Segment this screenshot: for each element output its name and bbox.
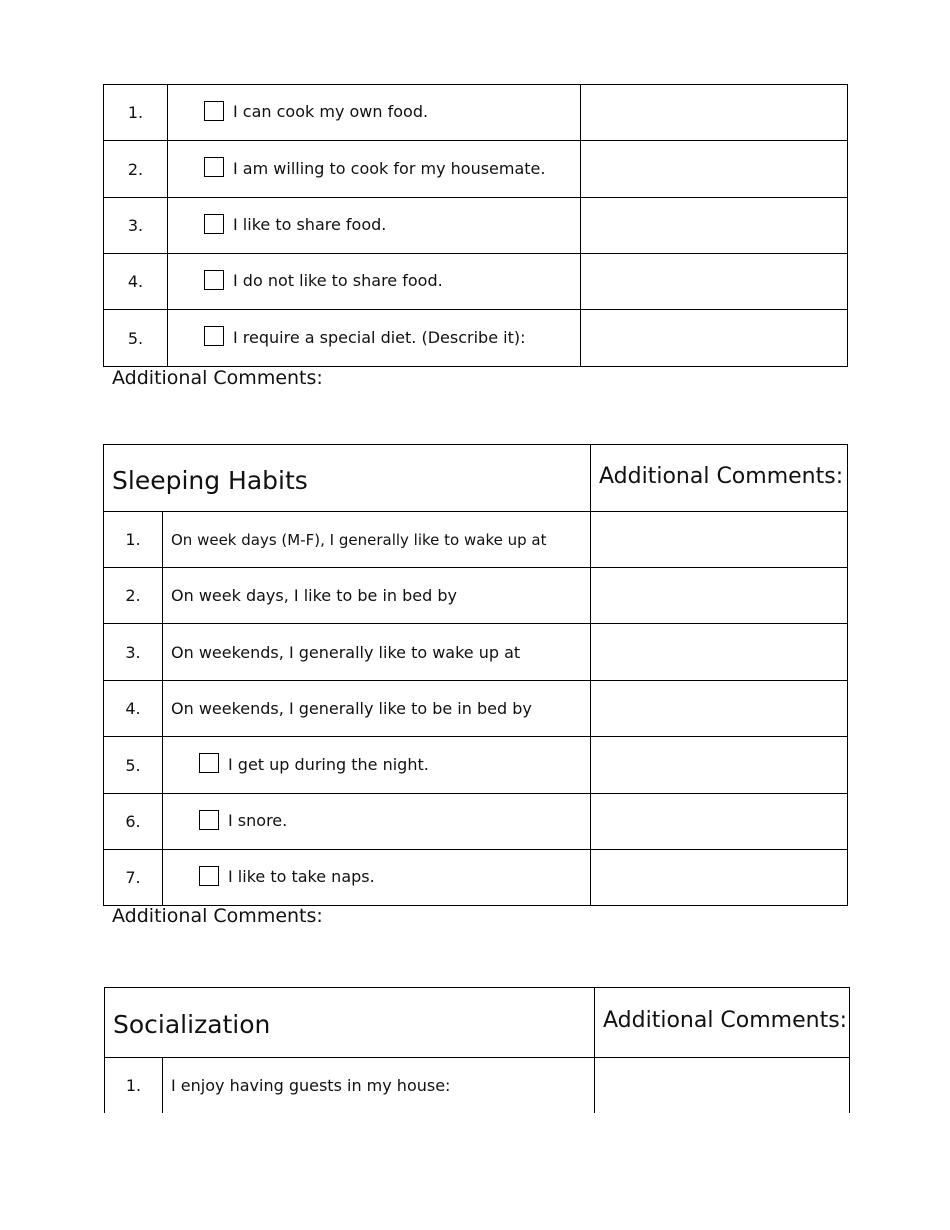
checkbox[interactable] — [204, 326, 224, 346]
checkbox-item[interactable] — [168, 198, 581, 254]
item-number: 5. — [104, 737, 163, 794]
comment-cell[interactable] — [595, 1058, 850, 1113]
table-row — [104, 310, 848, 367]
checkbox-label: I require a special diet. (Describe it): — [233, 327, 526, 347]
comment-cell[interactable] — [591, 568, 848, 624]
table-header-row — [105, 988, 850, 1058]
table-row — [104, 794, 848, 850]
section-title: Socialization — [105, 988, 595, 1058]
checkbox[interactable] — [199, 866, 219, 886]
checkbox-item[interactable] — [168, 254, 581, 310]
item-number: 3. — [104, 624, 163, 681]
checkbox-label: I can cook my own food. — [233, 102, 429, 122]
item-number: 6. — [104, 794, 163, 850]
table-header-row — [104, 445, 848, 512]
table-row — [104, 624, 848, 681]
question-text: On week days (M-F), I generally like to wake up at — [163, 512, 591, 568]
table-row — [104, 681, 848, 737]
section-title: Sleeping Habits — [104, 445, 591, 512]
checkbox-item[interactable] — [163, 737, 591, 794]
sleeping-habits-table — [103, 444, 848, 906]
checkbox-label: I like to share food. — [233, 215, 387, 235]
item-number: 1. — [104, 512, 163, 568]
comment-cell[interactable] — [591, 512, 848, 568]
comment-cell[interactable] — [591, 850, 848, 906]
item-number: 1. — [104, 85, 168, 141]
table-row — [104, 254, 848, 310]
socialization-table — [104, 987, 850, 1113]
checkbox[interactable] — [199, 810, 219, 830]
sleeping-additional-comments-label: Additional Comments: — [112, 905, 323, 927]
checkbox-label: I do not like to share food. — [233, 271, 443, 291]
food-preferences-table — [103, 84, 848, 367]
comment-cell[interactable] — [581, 198, 848, 254]
comment-cell[interactable] — [581, 310, 848, 367]
checkbox[interactable] — [204, 157, 224, 177]
table-row — [104, 568, 848, 624]
checkbox[interactable] — [199, 753, 219, 773]
checkbox-label: I am willing to cook for my housemate. — [233, 158, 546, 178]
table-row — [104, 141, 848, 198]
item-number: 4. — [104, 681, 163, 737]
checkbox-item[interactable] — [163, 850, 591, 906]
checkbox-label: I get up during the night. — [228, 754, 429, 774]
comment-cell[interactable] — [581, 254, 848, 310]
comment-cell[interactable] — [591, 624, 848, 681]
checkbox-item[interactable] — [168, 310, 581, 367]
checkbox-label: I like to take naps. — [228, 867, 375, 887]
question-text: On weekends, I generally like to wake up at — [163, 624, 591, 681]
food-additional-comments-label: Additional Comments: — [112, 367, 323, 389]
table-row — [104, 85, 848, 141]
item-number: 3. — [104, 198, 168, 254]
table-row — [104, 737, 848, 794]
question-text: I enjoy having guests in my house: — [163, 1058, 595, 1113]
checkbox-item[interactable] — [168, 141, 581, 198]
checkbox-label: I snore. — [228, 811, 288, 831]
comment-cell[interactable] — [581, 85, 848, 141]
item-number: 2. — [104, 568, 163, 624]
checkbox[interactable] — [204, 270, 224, 290]
comment-cell[interactable] — [591, 737, 848, 794]
comments-column-header: Additional Comments: — [591, 445, 848, 512]
table-row — [104, 198, 848, 254]
item-number: 4. — [104, 254, 168, 310]
question-text: On weekends, I generally like to be in bed by — [163, 681, 591, 737]
item-number: 7. — [104, 850, 163, 906]
question-text: On week days, I like to be in bed by — [163, 568, 591, 624]
table-row — [105, 1058, 850, 1113]
checkbox[interactable] — [204, 214, 224, 234]
item-number: 2. — [104, 141, 168, 198]
comment-cell[interactable] — [591, 794, 848, 850]
comments-column-header: Additional Comments: — [595, 988, 850, 1058]
item-number: 5. — [104, 310, 168, 367]
comment-cell[interactable] — [591, 681, 848, 737]
item-number: 1. — [105, 1058, 163, 1113]
checkbox[interactable] — [204, 101, 224, 121]
table-row — [104, 850, 848, 906]
table-row — [104, 512, 848, 568]
checkbox-item[interactable] — [163, 794, 591, 850]
comment-cell[interactable] — [581, 141, 848, 198]
checkbox-item[interactable] — [168, 85, 581, 141]
